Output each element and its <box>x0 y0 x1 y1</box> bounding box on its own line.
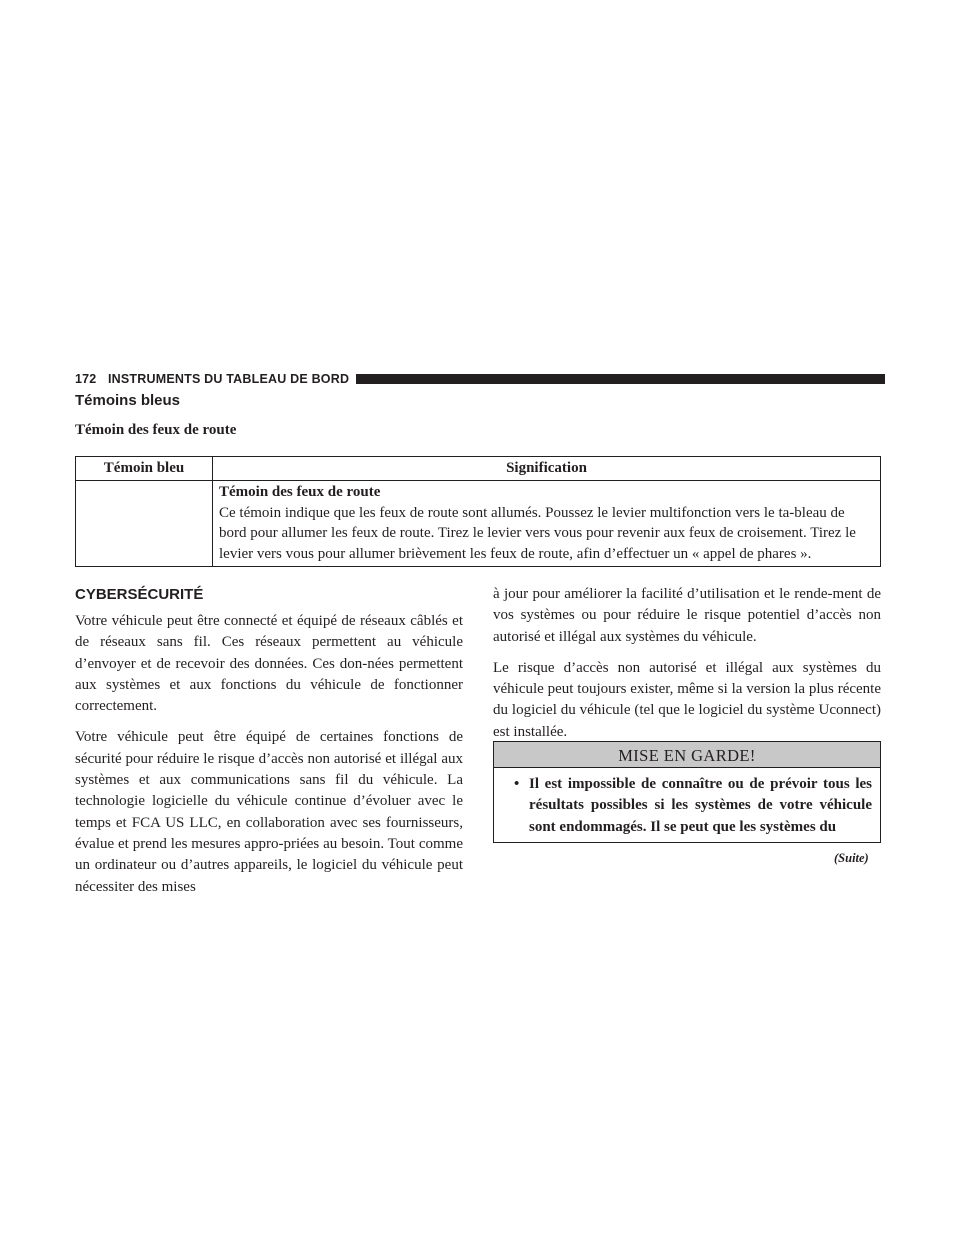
warning-title: MISE EN GARDE! <box>494 742 880 768</box>
meaning-cell <box>213 481 881 567</box>
warning-text: Il est impossible de connaître ou de prévoir tous les résultats possibles si les systèmes de votre véhicule sont endommagés. Il se peut que les systèmes du <box>529 776 872 835</box>
table-row <box>76 481 881 567</box>
paragraph: Votre véhicule peut être équipé de certaines fonctions de sécurité pour réduire le risque d’accès non autorisé et illégal aux systèmes et aux communications sans fil du véhicule. La technologie logicielle du véhicule continue d’évoluer avec le temps et FCA US LLC, en collaboration avec ses fournisseurs, évalue et prend les mesures appro-priées au besoin. Tout comme un ordinateur ou d’autres appareils, le logiciel du véhicule peut nécessiter des mises <box>75 729 463 895</box>
warning-box <box>493 741 881 843</box>
header-rule <box>356 374 885 384</box>
indicator-table <box>75 456 881 567</box>
continued-label: (Suite) <box>834 851 869 865</box>
paragraph: Votre véhicule peut être connecté et équipé de réseaux câblés et de réseaux sans fil. Ces réseaux permettent au véhicule d’envoyer et de recevoir des données. Ces don-nées permettent aux systèmes et aux fonctions du véhicule de fonctionner correctement. <box>75 613 463 715</box>
meaning-title: Témoin des feux de route <box>219 484 381 500</box>
left-column <box>75 611 463 908</box>
warning-body <box>494 768 880 838</box>
running-section-title: INSTRUMENTS DU TABLEAU DE BORD <box>108 372 350 386</box>
table-header-row <box>76 457 881 481</box>
cybersecurity-title: CYBERSÉCURITÉ <box>75 586 204 603</box>
column-header-indicator: Témoin bleu <box>76 457 213 481</box>
paragraph: à jour pour améliorer la facilité d’utilisation et le rende-ment de vos systèmes ou pour réduire le risque potentiel d’accès non autorisé et illégal aux systèmes du véhicule. <box>493 586 881 645</box>
indicator-cell <box>76 481 213 567</box>
subsection-title: Témoin des feux de route <box>75 422 237 438</box>
paragraph: Le risque d’accès non autorisé et illégal aux systèmes du véhicule peut toujours exister, même si la version la plus récente du logiciel du véhicule (tel que le logiciel du système Uconnect) est installée. <box>493 659 881 740</box>
right-column <box>493 584 881 753</box>
section-title: Témoins bleus <box>75 392 181 409</box>
bullet-icon: • <box>514 776 520 792</box>
meaning-text: Ce témoin indique que les feux de route sont allumés. Poussez le levier multifonction vers le ta-bleau de bord pour allumer les feux de route. Tirez le levier vers vous pour revenir aux feux de croisement. Tirez le levier vers vous pour allumer brièvement les feux de route, afin d’effectuer un « appel de phares ». <box>219 504 856 562</box>
page-header <box>75 371 885 387</box>
page-number: 172 <box>75 372 97 386</box>
column-header-meaning: Signification <box>213 457 881 481</box>
